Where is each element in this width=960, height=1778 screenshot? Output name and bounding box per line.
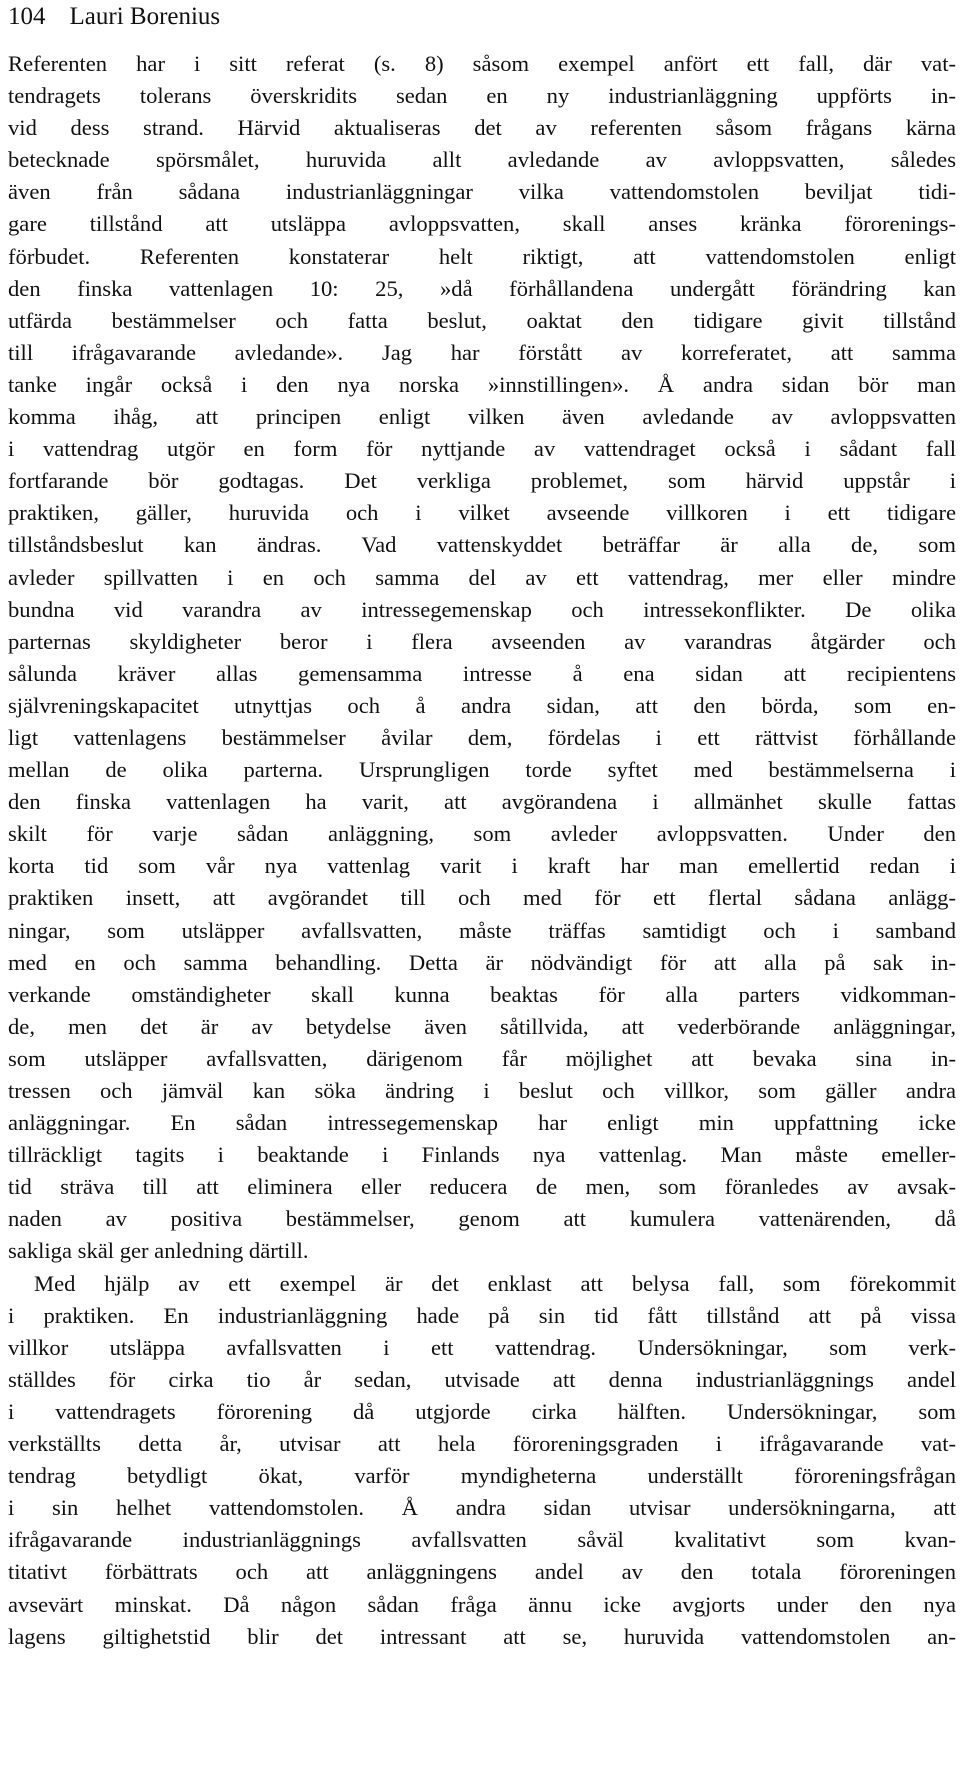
text-line: mellan de olika parterna. Ursprungligen torde syftet med bestämmelserna i [8, 757, 956, 783]
text-line: till ifrågavarande avledande». Jag har förstått av korreferatet, att samma [8, 339, 956, 365]
text-line: ställdes för cirka tio år sedan, utvisade att denna industrianläggnings andel [8, 1366, 956, 1392]
text-line: tillståndsbeslut kan ändras. Vad vattenskyddet beträffar är alla de, som [8, 532, 956, 558]
text-line: Referenten har i sitt referat (s. 8) såsom exempel anfört ett fall, där vat- [8, 51, 956, 76]
text-line: ningar, som utsläpper avfallsvatten, måste träffas samtidigt och i samband [8, 917, 956, 943]
text-line: tanke ingår också i den nya norska »innstillingen». Å andra sidan bör man [8, 371, 956, 397]
text-line: villkor utsläppa avfallsvatten i ett vattendrag. Undersökningar, som verk- [8, 1334, 956, 1360]
text-line: titativt förbättrats och att anläggningens andel av den totala föroreningen [8, 1559, 956, 1585]
text-line: komma ihåg, att principen enligt vilken även avledande av avloppsvatten [8, 404, 956, 430]
text-line: vid dess strand. Härvid aktualiseras det av referenten såsom frågans kärna [8, 115, 956, 141]
text-line: bundna vid varandra av intressegemenskap och intressekonflikter. De olika [8, 596, 956, 622]
text-line: lagens giltighetstid blir det intressant att se, huruvida vattendomstolen an- [8, 1623, 956, 1649]
text-line: tillräckligt tagits i beaktande i Finlands nya vattenlag. Man måste emeller- [8, 1142, 956, 1168]
text-line: tendragets tolerans överskridits sedan en ny industrianläggning uppförts in- [8, 83, 956, 109]
text-line: ligt vattenlagens bestämmelser åvilar dem, fördelas i ett rättvist förhållande [8, 724, 956, 750]
text-line: ifrågavarande industrianläggnings avfallsvatten såväl kvalitativt som kvan- [8, 1527, 956, 1553]
paragraph-first-line: Med hjälp av ett exempel är det enklast att belysa fall, som förekommit [34, 1270, 956, 1296]
text-line: den finska vattenlagen 10: 25, »då förhållandena undergått förändring kan [8, 275, 956, 301]
text-line: avleder spillvatten i en och samma del av ett vattendrag, mer eller mindre [8, 564, 956, 590]
page-header [8, 2, 220, 32]
body-text [8, 48, 956, 1653]
text-line: korta tid som vår nya vattenlag varit i kraft har man emellertid redan i [8, 853, 956, 879]
text-line: i vattendragets förorening då utgjorde cirka hälften. Undersökningar, som [8, 1398, 956, 1424]
text-line: praktiken insett, att avgörandet till och med för ett flertal sådana anlägg- [8, 885, 956, 911]
text-line: verkställts detta år, utvisar att hela föroreningsgraden i ifrågavarande vat- [8, 1431, 956, 1457]
paragraph-last-line: sakliga skäl ger anledning därtill. [8, 1238, 309, 1264]
text-line: gare tillstånd att utsläppa avloppsvatten, skall anses kränka förorenings- [8, 211, 956, 237]
text-line: naden av positiva bestämmelser, genom att kumulera vattenärenden, då [8, 1206, 956, 1232]
text-line: i vattendrag utgör en form för nyttjande av vattendraget också i sådant fall [8, 436, 956, 462]
page-number: 104 [8, 3, 46, 30]
text-line: de, men det är av betydelse även såtillvida, att vederbörande anläggningar, [8, 1013, 956, 1039]
text-line: tressen och jämväl kan söka ändring i beslut och villkor, som gäller andra [8, 1078, 956, 1103]
text-line: förbudet. Referenten konstaterar helt riktigt, att vattendomstolen enligt [8, 243, 956, 269]
text-line: sålunda kräver allas gemensamma intresse å ena sidan att recipientens [8, 660, 956, 686]
running-head-author: Lauri Borenius [69, 3, 221, 30]
text-line: fortfarande bör godtagas. Det verkliga problemet, som härvid uppstår i [8, 468, 956, 494]
text-line: avsevärt minskat. Då någon sådan fråga ännu icke avgjorts under den nya [8, 1591, 956, 1617]
text-line: som utsläpper avfallsvatten, därigenom får möjlighet att bevaka sina in- [8, 1045, 956, 1071]
text-line: parternas skyldigheter beror i flera avseenden av varandras åtgärder och [8, 628, 956, 654]
text-line: praktiken, gäller, huruvida och i vilket avseende villkoren i ett tidigare [8, 500, 956, 526]
text-line: tid sträva till att eliminera eller reducera de men, som föranledes av avsak- [8, 1174, 956, 1200]
text-line: i sin helhet vattendomstolen. Å andra sidan utvisar undersökningarna, att [8, 1495, 956, 1521]
text-line: skilt för varje sådan anläggning, som avleder avloppsvatten. Under den [8, 821, 956, 847]
text-line: utfärda bestämmelser och fatta beslut, oaktat den tidigare givit tillstånd [8, 307, 956, 333]
text-line: självreningskapacitet utnyttjas och å andra sidan, att den börda, som en- [8, 692, 956, 718]
text-line: även från sådana industrianläggningar vilka vattendomstolen beviljat tidi- [8, 179, 956, 205]
text-line: tendrag betydligt ökat, varför myndigheterna underställt föroreningsfrågan [8, 1463, 956, 1489]
text-line: den finska vattenlagen ha varit, att avgörandena i allmänhet skulle fattas [8, 789, 956, 815]
text-line: i praktiken. En industrianläggning hade på sin tid fått tillstånd att på vissa [8, 1302, 956, 1328]
text-line: betecknade spörsmålet, huruvida allt avledande av avloppsvatten, således [8, 147, 956, 173]
text-line: verkande omständigheter skall kunna beaktas för alla parters vidkomman- [8, 981, 956, 1007]
text-line: med en och samma behandling. Detta är nödvändigt för att alla på sak in- [8, 949, 956, 975]
text-line: anläggningar. En sådan intressegemenskap har enligt min uppfattning icke [8, 1110, 956, 1136]
